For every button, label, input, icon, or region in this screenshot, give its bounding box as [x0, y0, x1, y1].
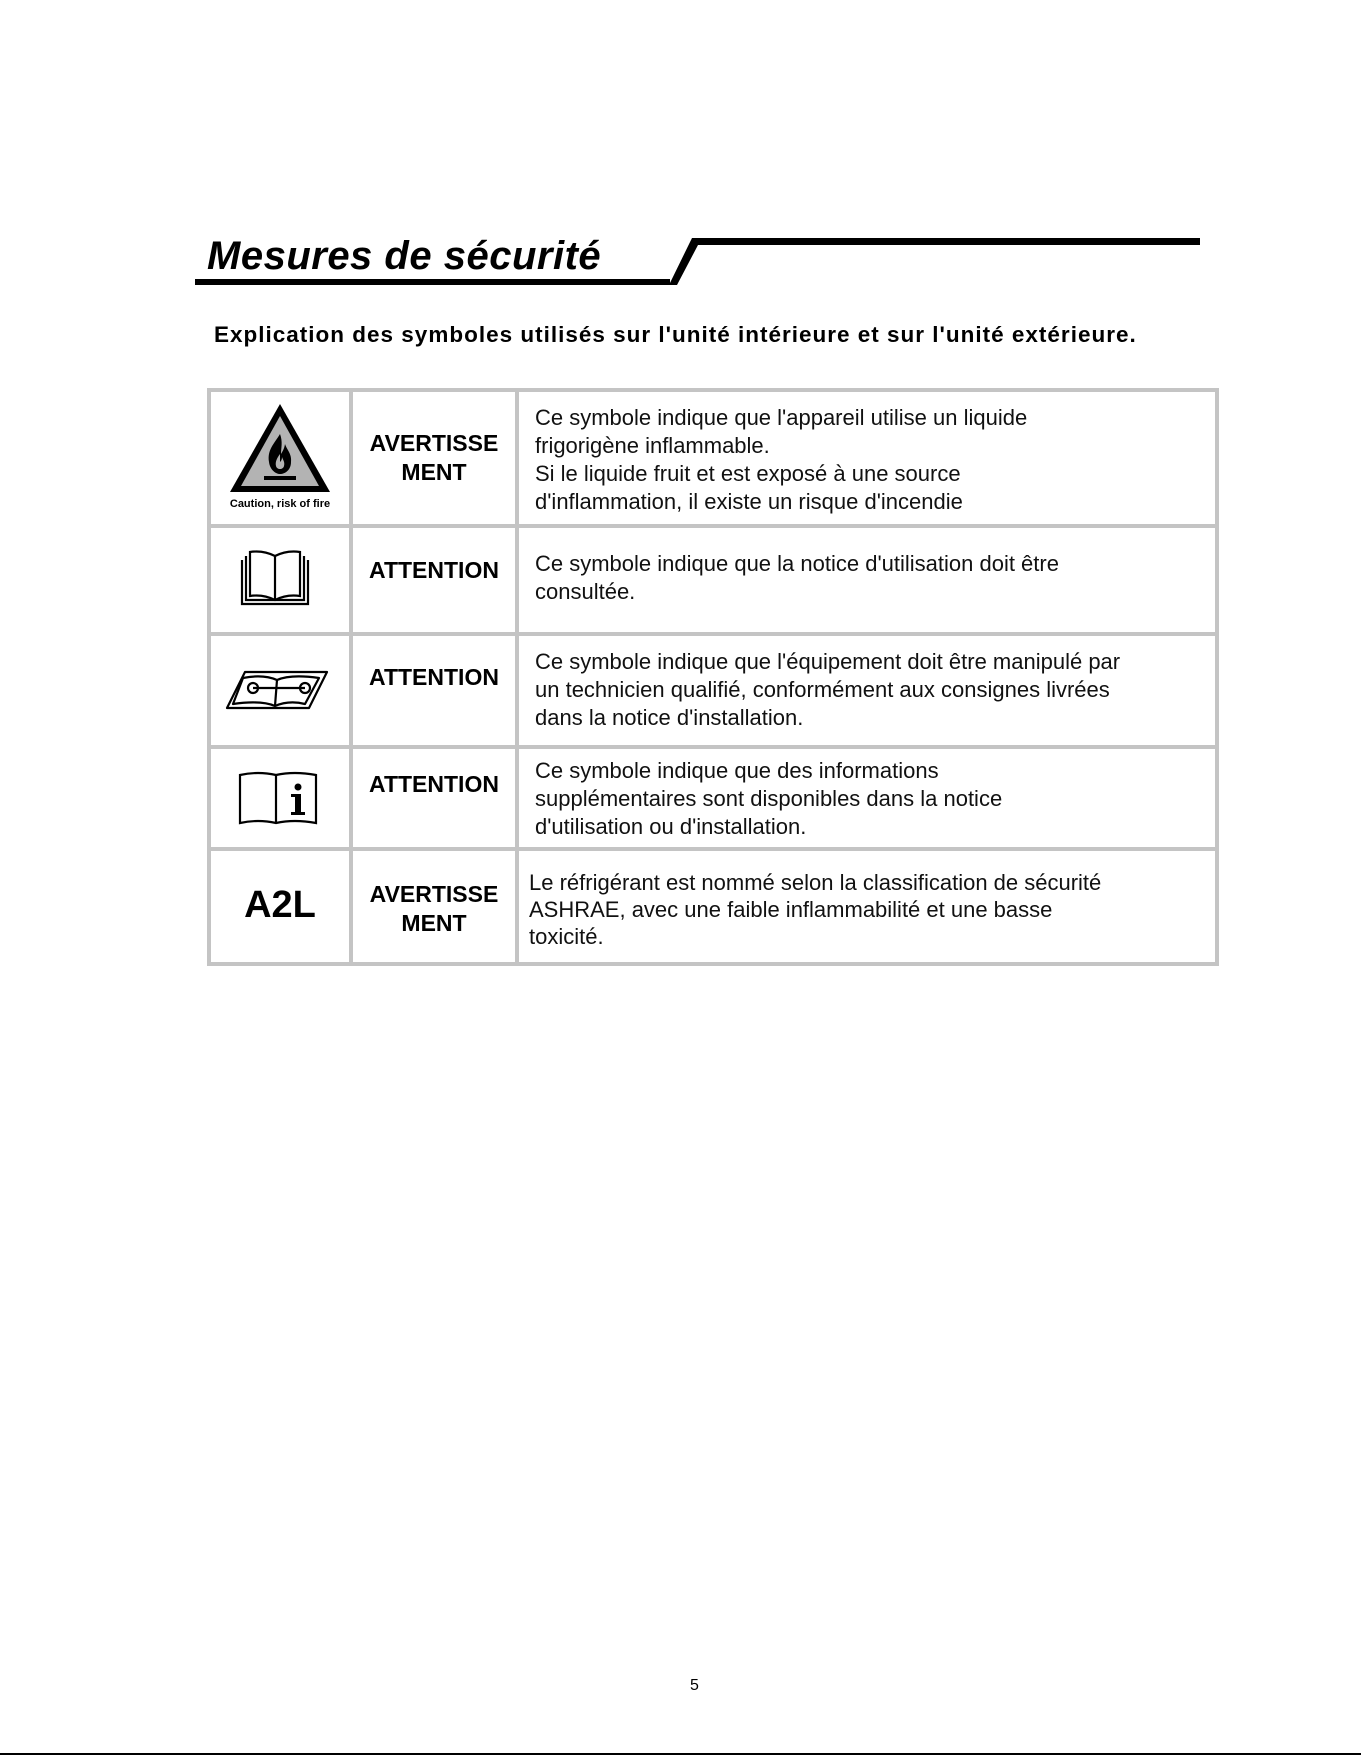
- flammable-warning-triangle-icon: [227, 400, 333, 500]
- attention-label: ATTENTION: [369, 557, 499, 583]
- description-line: Si le liquide fruit et est exposé à une source: [535, 461, 961, 486]
- icon-caption: Caution, risk of fire: [229, 498, 331, 510]
- warning-label-line-1: AVERTISSE: [369, 881, 499, 907]
- description-line: Ce symbole indique que des informations: [535, 758, 939, 783]
- description-line: Ce symbole indique que la notice d'utilisation doit être: [535, 551, 1059, 576]
- table-row: [211, 749, 1215, 847]
- section-subtitle: Explication des symboles utilisés sur l'unité intérieure et sur l'unité extérieure.: [214, 322, 1137, 347]
- symbol-cell: [211, 636, 349, 745]
- symbol-cell: [211, 851, 349, 962]
- warning-label-line-2: MENT: [401, 459, 467, 485]
- operating-manual-book-icon: [238, 550, 312, 610]
- description-line: ASHRAE, avec une faible inflammabilité et une basse: [529, 897, 1053, 922]
- description-cell: [519, 392, 1215, 524]
- description-cell: [519, 528, 1215, 632]
- table-row: [211, 528, 1215, 632]
- description-cell: [519, 851, 1215, 962]
- label-cell: [353, 392, 515, 524]
- description-line: frigorigène inflammable.: [535, 433, 770, 458]
- description-line: supplémentaires sont disponibles dans la notice: [535, 786, 1003, 811]
- description-line: toxicité.: [529, 924, 604, 949]
- description-cell: [519, 749, 1215, 847]
- symbols-table: [207, 388, 1219, 966]
- symbol-cell: [211, 528, 349, 632]
- symbol-cell: [211, 392, 349, 524]
- warning-label-line-2: MENT: [401, 910, 467, 936]
- description-line: Ce symbole indique que l'appareil utilise un liquide: [535, 405, 1028, 430]
- label-cell: [353, 528, 515, 632]
- service-manual-wrench-icon: [223, 666, 333, 716]
- label-cell: [353, 749, 515, 847]
- information-manual-icon: [236, 769, 320, 829]
- table-row: [211, 636, 1215, 745]
- description-cell: [519, 636, 1215, 745]
- description-line: Le réfrigérant est nommé selon la classification de sécurité: [529, 870, 1102, 895]
- label-cell: [353, 636, 515, 745]
- a2l-symbol: A2L: [244, 884, 316, 926]
- label-cell: [353, 851, 515, 962]
- symbol-cell: [211, 749, 349, 847]
- page-title: Mesures de sécurité: [207, 234, 602, 278]
- description-line: dans la notice d'installation.: [535, 705, 804, 730]
- section-header: [195, 233, 1200, 293]
- attention-label: ATTENTION: [369, 664, 499, 690]
- attention-label: ATTENTION: [369, 771, 499, 797]
- description-line: un technicien qualifié, conformément aux consignes livrées: [535, 677, 1110, 702]
- description-line: Ce symbole indique que l'équipement doit être manipulé par: [535, 649, 1121, 674]
- description-line: d'inflammation, il existe un risque d'incendie: [535, 489, 963, 514]
- table-row: [211, 392, 1215, 524]
- warning-label-line-1: AVERTISSE: [369, 430, 499, 456]
- page-number: 5: [690, 1677, 699, 1694]
- page-bottom-rule: [0, 1753, 1361, 1755]
- description-line: d'utilisation ou d'installation.: [535, 814, 807, 839]
- table-row: [211, 851, 1215, 962]
- description-line: consultée.: [535, 579, 636, 604]
